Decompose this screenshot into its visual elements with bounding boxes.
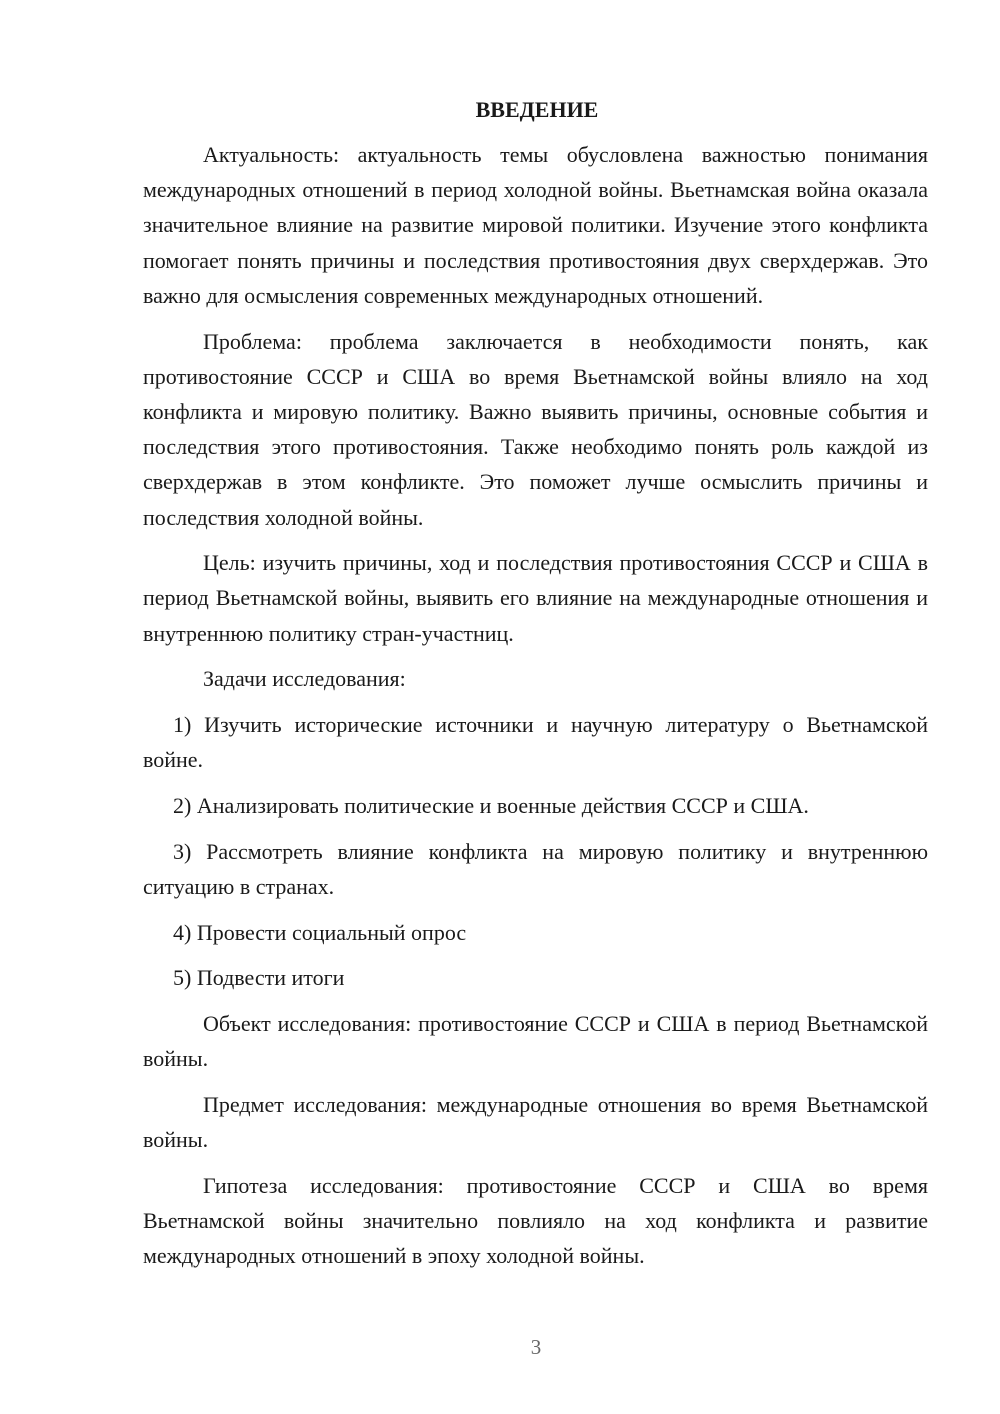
paragraph-goal: Цель: изучить причины, ход и последствия противостояния СССР и США в период Вьетнамской войны, выявить его влияние на международные отношения и внутреннюю политику стран-участниц. (143, 550, 928, 646)
task-item-5: 5) Подвести итоги (173, 965, 345, 991)
paragraph-relevance: Актуальность: актуальность темы обусловлена важностью понимания международных отношений в период холодной войны. Вьетнамская война оказала значительное влияние на развитие мировой политики. Изучение этого конфликта помогает понять причины и последствия противостояния двух сверхдержав. Это важно для осмысления современных международных отношений. (143, 142, 928, 308)
paragraph-problem: Проблема: проблема заключается в необходимости понять, как противостояние СССР и США во время Вьетнамской войны влияло на ход конфликта и мировую политику. Важно выявить причины, основные события и последствия этого противостояния. Также необходимо понять роль каждой из сверхдержав в этом конфликте. Это поможет лучше осмыслить причины и последствия холодной войны. (143, 328, 928, 530)
document-page (143, 93, 928, 1273)
tasks-title: Задачи исследования: (203, 666, 406, 692)
paragraph-hypothesis: Гипотеза исследования: противостояние СССР и США во время Вьетнамской войны значительно повлияло на ход конфликта и развитие международных отношений в эпоху холодной войны. (143, 1172, 928, 1269)
task-item-1: 1) Изучить исторические источники и научную литературу о Вьетнамской войне. (143, 712, 928, 773)
task-item-3: 3) Рассмотреть влияние конфликта на мировую политику и внутреннюю ситуацию в странах. (143, 838, 928, 899)
section-heading: ВВЕДЕНИЕ (475, 97, 599, 122)
paragraph-object: Объект исследования: противостояние СССР и США в период Вьетнамской войны. (143, 1010, 928, 1072)
task-item-2: 2) Анализировать политические и военные действия СССР и США. (173, 792, 809, 818)
task-item-4: 4) Провести социальный опрос (173, 919, 467, 945)
paragraph-subject: Предмет исследования: международные отношения во время Вьетнамской войны. (143, 1091, 928, 1153)
page-number: 3 (530, 1335, 542, 1359)
